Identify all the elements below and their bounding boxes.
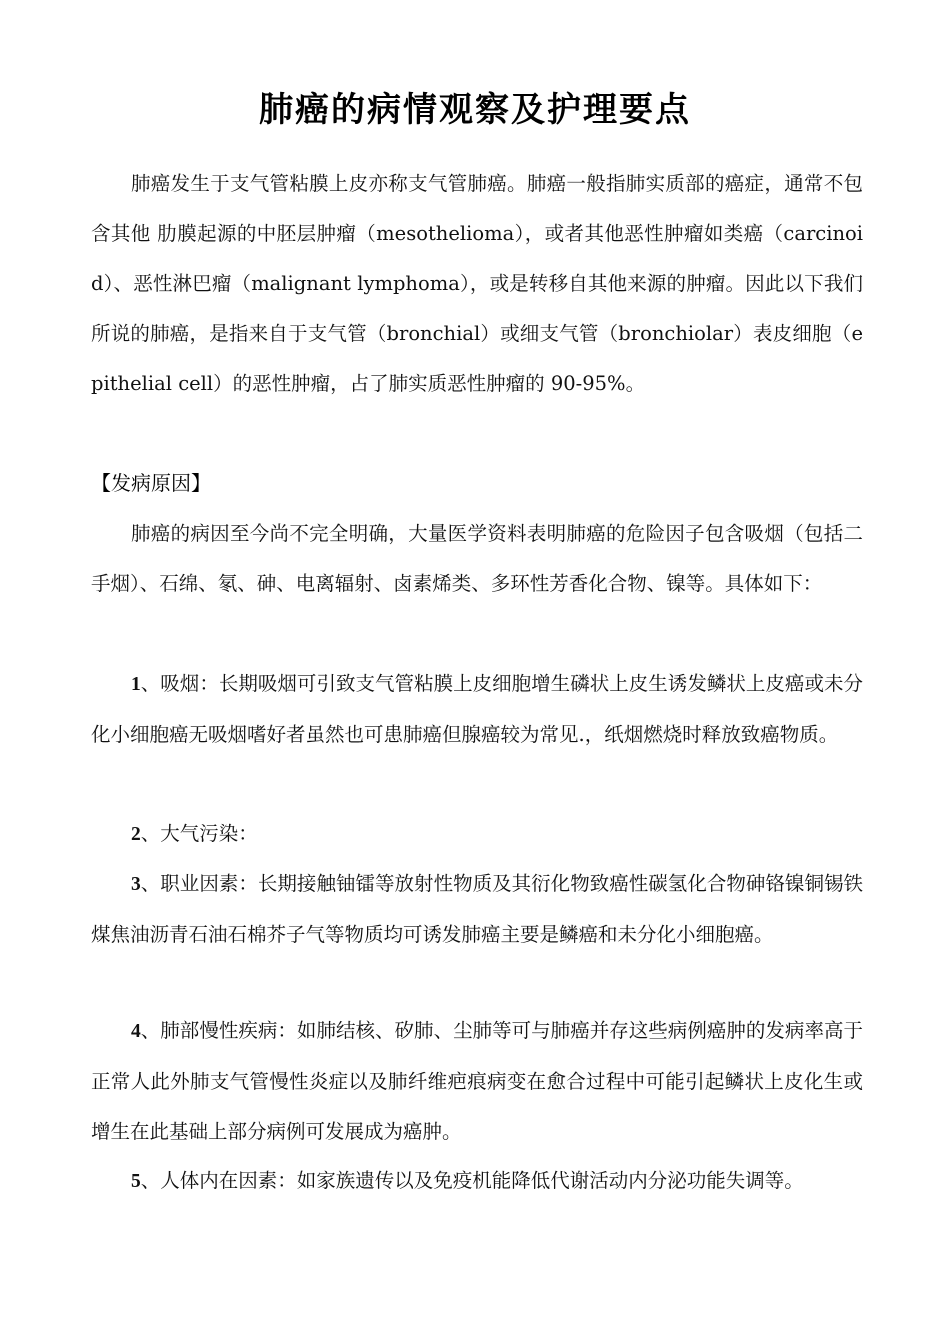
cause-item-2 [91, 809, 863, 860]
cause-item-number: 1 [131, 674, 141, 695]
cause-item-number: 4 [131, 1021, 141, 1042]
cause-item-number: 5 [131, 1171, 141, 1192]
cause-item-4 [91, 1006, 863, 1157]
cause-item-5 [91, 1156, 863, 1207]
cause-item-text: 、吸烟：长期吸烟可引致支气管粘膜上皮细胞增生磷状上皮生诱发鳞状上皮癌或未分化小细胞癌无吸烟嗜好者虽然也可患肺癌但腺癌较为常见.，纸烟燃烧时释放致癌物质。 [91, 672, 863, 746]
intro-paragraph: 肺癌发生于支气管粘膜上皮亦称支气管肺癌。肺癌一般指肺实质部的癌症，通常不包含其他 肋膜起源的中胚层肿瘤（mesothelioma），或者其他恶性肿瘤如类癌（carcinoid）、恶性淋巴瘤（malignant lymphoma），或是转移自其他来源的肿瘤。因此以下我们所说的肺癌，是指来自于支气管（bronchial）或细支气管（bronchiolar）表皮细胞（epithelial cell）的恶性肿瘤，占了肺实质恶性肿瘤的 90-95%。 [91, 172, 863, 395]
cause-item-1 [91, 659, 863, 760]
cause-item-text: 、职业因素：长期接触铀镭等放射性物质及其衍化物致癌性碳氢化合物砷铬镍铜锡铁煤焦油沥青石油石棉芥子气等物质均可诱发肺癌主要是鳞癌和未分化小细胞癌。 [91, 872, 863, 946]
cause-item-text: 、大气污染： [140, 822, 258, 845]
cause-item-3 [91, 859, 863, 960]
cause-item-text: 、人体内在因素：如家族遗传以及免疫机能降低代谢活动内分泌功能失调等。 [140, 1169, 804, 1192]
causes-intro-paragraph: 肺癌的病因至今尚不完全明确，大量医学资料表明肺癌的危险因子包含吸烟（包括二手烟）、石绵、氡、砷、电离辐射、卤素烯类、多环性芳香化合物、镍等。具体如下： [91, 522, 863, 595]
cause-item-number: 3 [131, 874, 141, 895]
document-title: 肺癌的病情观察及护理要点 [259, 90, 691, 130]
section-heading-causes: 【发病原因】 [91, 471, 211, 495]
cause-item-number: 2 [131, 824, 141, 845]
cause-item-text: 、肺部慢性疾病：如肺结核、矽肺、尘肺等可与肺癌并存这些病例癌肿的发病率高于正常人此外肺支气管慢性炎症以及肺纤维疤痕病变在愈合过程中可能引起鳞状上皮化生或增生在此基础上部分病例可发展成为癌肿。 [91, 1019, 863, 1143]
